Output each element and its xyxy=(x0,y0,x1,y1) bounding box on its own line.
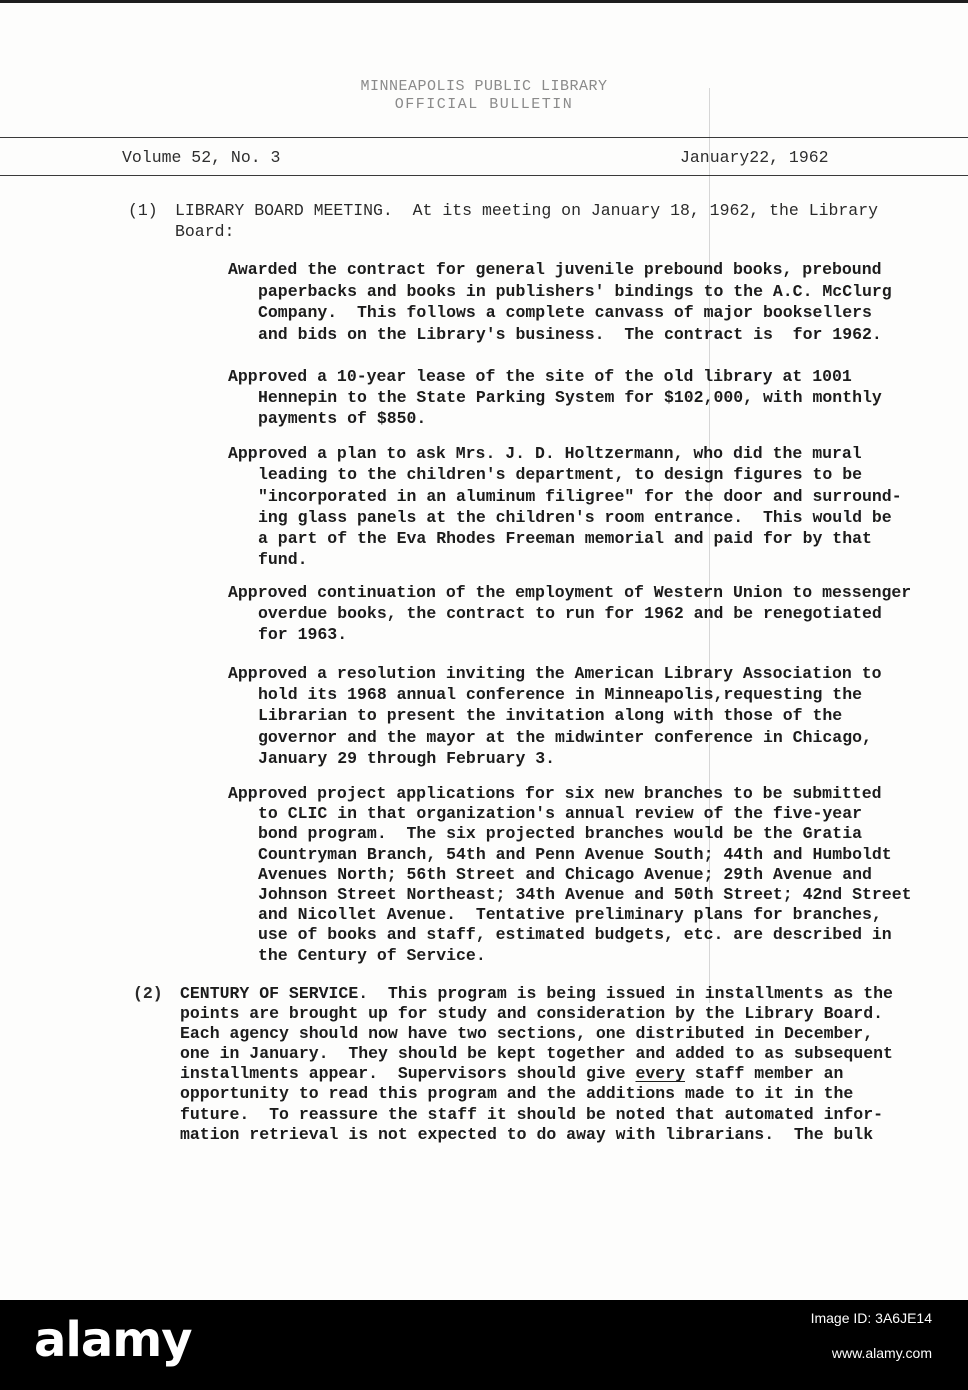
text-line: January 29 through February 3. xyxy=(258,748,556,768)
item-2-century-of-service xyxy=(180,984,893,1145)
text-line: use of books and staff, estimated budgets, etc. are described in xyxy=(258,925,892,945)
paragraph-lease-approval xyxy=(228,366,882,429)
watermark-meta xyxy=(732,1308,932,1363)
text-line: bond program. The six projected branches would be the Gratia xyxy=(258,824,862,844)
text-segment: staff member an xyxy=(685,1064,844,1084)
text-line: Countryman Branch, 54th and Penn Avenue South; 44th and Humboldt xyxy=(258,844,892,864)
header-organization: MINNEAPOLIS PUBLIC LIBRARY xyxy=(360,78,608,95)
text-line: Librarian to present the invitation along with those of the xyxy=(258,706,843,726)
text-line: Awarded the contract for general juvenile prebound books, prebound xyxy=(228,260,882,279)
text-line: Avenues North; 56th Street and Chicago Avenue; 29th Avenue and xyxy=(258,864,872,884)
text-line: one in January. They should be kept together and added to as subsequent xyxy=(180,1044,893,1064)
text-segment: installments appear. Supervisors should give xyxy=(180,1064,636,1084)
text-line: governor and the mayor at the midwinter conference in Chicago, xyxy=(258,727,872,747)
header-publication: OFFICIAL BULLETIN xyxy=(394,96,574,113)
text-line: CENTURY OF SERVICE. This program is being issued in installments as the xyxy=(180,984,893,1003)
text-line: opportunity to read this program and the additions made to it in the xyxy=(180,1084,854,1104)
header-rule-top xyxy=(0,137,968,138)
header-rule-bottom xyxy=(0,175,968,176)
text-line: and bids on the Library's business. The contract is for 1962. xyxy=(258,325,882,345)
text-line: "incorporated in an aluminum filigree" for the door and surround- xyxy=(258,486,902,506)
text-line: mation retrieval is not expected to do away with librarians. The bulk xyxy=(180,1124,874,1144)
text-line: hold its 1968 annual conference in Minneapolis,requesting the xyxy=(258,685,862,705)
text-line: Johnson Street Northeast; 34th Avenue and 50th Street; 42nd Street xyxy=(258,885,912,905)
text-line: fund. xyxy=(258,550,308,570)
text-line: Approved a resolution inviting the American Library Association to xyxy=(228,664,882,683)
text-line: paperbacks and books in publishers' bindings to the A.C. McClurg xyxy=(258,281,892,301)
text-line: and Nicollet Avenue. Tentative preliminary plans for branches, xyxy=(258,905,882,925)
paragraph-ala-conference xyxy=(228,663,882,769)
text-line: leading to the children's department, to design figures to be xyxy=(258,465,862,485)
text-line: Approved project applications for six new branches to be submitted xyxy=(228,784,882,803)
text-line: Approved a plan to ask Mrs. J. D. Holtzermann, who did the mural xyxy=(228,444,862,463)
text-line: overdue books, the contract to run for 1962 and be renegotiated xyxy=(258,604,882,623)
item-2-number: (2) xyxy=(133,984,163,1003)
website-url: www.alamy.com xyxy=(831,1345,932,1361)
issue-date: January22, 1962 xyxy=(680,148,829,167)
text-line: future. To reassure the staff it should be noted that automated infor- xyxy=(180,1104,884,1124)
text-line: LIBRARY BOARD MEETING. At its meeting on January 18, 1962, the Library xyxy=(175,201,879,220)
text-line: to CLIC in that organization's annual review of the five-year xyxy=(258,804,862,824)
paragraph-western-union xyxy=(228,582,911,645)
alamy-logo: alamy xyxy=(34,1312,192,1368)
image-id: Image ID: 3A6JE14 xyxy=(810,1310,932,1326)
underlined-word: every xyxy=(635,1064,685,1084)
text-line: Approved a 10-year lease of the site of the old library at 1001 xyxy=(228,367,852,386)
text-line: Approved continuation of the employment of Western Union to messenger xyxy=(228,583,912,602)
text-line: Hennepin to the State Parking System for $102,000, with monthly xyxy=(258,388,882,407)
text-line: payments of $850. xyxy=(258,409,427,428)
issue-volume: Volume 52, No. 3 xyxy=(122,148,281,167)
text-line: ing glass panels at the children's room entrance. This would be xyxy=(258,507,892,527)
item-1-heading xyxy=(175,200,878,242)
scan-top-edge xyxy=(0,0,968,3)
text-line: points are brought up for study and consideration by the Library Board. xyxy=(180,1004,884,1024)
text-line: Company. This follows a complete canvass of major booksellers xyxy=(258,303,872,323)
paragraph-contract-award xyxy=(228,259,892,346)
text-line: a part of the Eva Rhodes Freeman memorial and paid for by that xyxy=(258,529,872,549)
watermark-bar xyxy=(0,1300,968,1390)
text-line: Board: xyxy=(175,222,235,241)
text-line xyxy=(180,1064,893,1084)
item-1-number: (1) xyxy=(128,201,158,220)
paragraph-new-branches xyxy=(228,784,912,966)
text-line: the Century of Service. xyxy=(258,945,486,965)
text-line: for 1963. xyxy=(258,625,348,644)
paragraph-mural-plan xyxy=(228,443,902,571)
text-line: Each agency should now have two sections, one distributed in December, xyxy=(180,1024,874,1044)
